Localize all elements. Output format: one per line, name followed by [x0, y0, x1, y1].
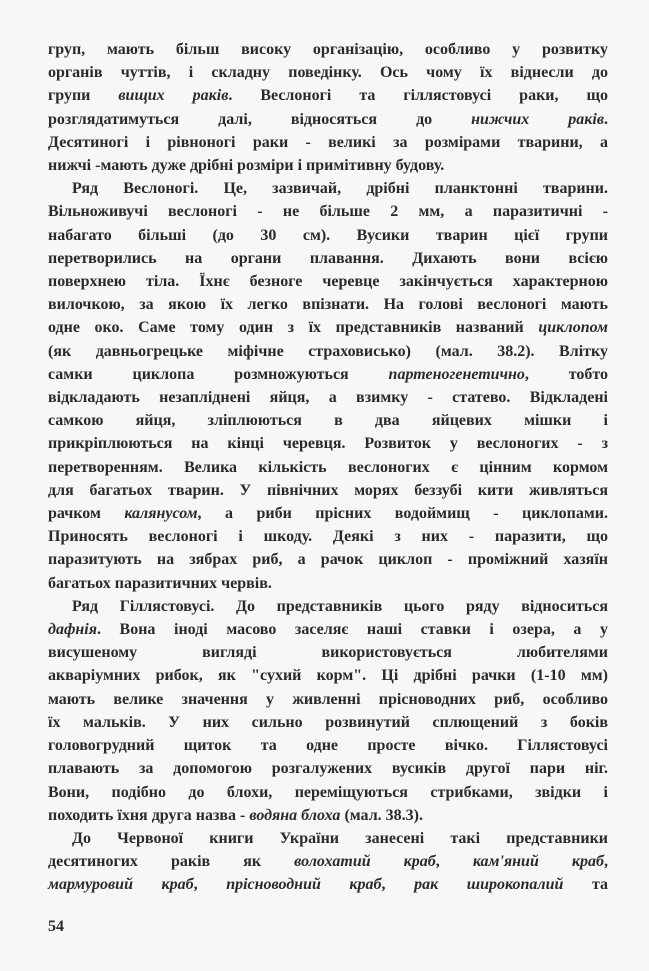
text-line — [48, 409, 608, 432]
text-span: паразитують на зябрах риб, а рачок циклоп - проміжний хазяїн — [48, 551, 608, 569]
text-span: їх мальків. У них сильно розвинутий сплющений з боків — [48, 713, 608, 731]
italic-term: прісноводний краб — [226, 876, 382, 894]
text-span: прикріплюються на кінці черевця. Розвиток у веслоногих - з — [48, 435, 608, 453]
text-span: , — [193, 876, 227, 894]
text-span: нижчі -мають дуже дрібні розміри і примітивну будову. — [48, 157, 445, 175]
italic-term: мармуровий краб — [48, 876, 194, 894]
text-span: рачком — [48, 505, 125, 523]
text-line — [48, 572, 608, 595]
italic-term: волохатий краб — [294, 853, 436, 871]
italic-term: нижчих раків — [471, 110, 604, 128]
page-body-text — [48, 38, 608, 897]
text-line — [48, 131, 608, 154]
text-span: , — [381, 876, 415, 894]
text-line — [48, 363, 608, 386]
text-span: відкладають незапліднені яйця, а взимку - статево. Відкладені — [48, 389, 608, 407]
text-span: одне око. Саме тому один з їх представників названий — [48, 319, 539, 337]
text-line — [48, 293, 608, 316]
text-span: багатьох паразитичних червів. — [48, 574, 272, 592]
text-line — [48, 247, 608, 270]
text-line — [48, 664, 608, 687]
text-line — [48, 641, 608, 664]
text-span: поверхнею тіла. Їхнє безноге черевце закінчується характерною — [48, 273, 608, 291]
text-span: груп, мають більш високу організацію, особливо у розвитку — [48, 41, 608, 58]
text-span: , — [604, 853, 608, 871]
text-line — [48, 177, 608, 200]
text-span: самки циклопа розмножуються — [48, 365, 389, 383]
text-line — [48, 595, 608, 618]
text-line — [48, 781, 608, 804]
text-line — [48, 224, 608, 247]
text-line — [48, 757, 608, 780]
italic-term: вищих раків — [118, 87, 229, 105]
italic-term: дафнія — [48, 621, 97, 639]
text-span: Вони, подібно до блохи, переміщуються стрибками, звідки і — [48, 783, 608, 801]
text-span: , а риби прісних водоймищ - циклопами. — [197, 505, 608, 523]
italic-term: кам'яний краб — [472, 853, 604, 871]
text-span: для багатьох тварин. У північних морях беззубі кити живляться — [48, 481, 608, 499]
text-line — [48, 804, 608, 827]
text-line — [48, 502, 608, 525]
text-line — [48, 525, 608, 548]
text-line — [48, 827, 608, 850]
text-line — [48, 688, 608, 711]
text-line — [48, 340, 608, 363]
text-line — [48, 386, 608, 409]
text-span: Десятиногі і рівноногі раки - великі за розмірами тварини, а — [48, 133, 608, 151]
text-span: Приносять веслоногі і шкоду. Деякі з них - паразити, що — [48, 528, 608, 546]
paragraph — [48, 827, 608, 897]
text-span: висушеному вигляді використовується любителями — [48, 644, 608, 662]
text-line — [48, 711, 608, 734]
italic-term: партеногенетично — [388, 365, 525, 383]
text-line — [48, 316, 608, 339]
text-span: Вільноживучі веслоногі - не більше 2 мм, а паразитичні - — [48, 203, 608, 221]
text-span: плавають за допомогою розгалужених вусиків другої пари ніг. — [48, 760, 608, 778]
text-span: та — [563, 876, 609, 894]
text-line — [48, 38, 608, 61]
italic-term: циклопом — [538, 319, 608, 337]
text-span: акваріумних рибок, як "сухий корм". Ці дрібні рачки (1-10 мм) — [48, 667, 608, 685]
paragraph — [48, 595, 608, 827]
text-span: органів чуттів, і складну поведінку. Ось чому їх віднесли до — [48, 64, 608, 82]
text-line — [48, 108, 608, 131]
text-span: Це, зазвичай, дрібні планктонні тварини. — [198, 180, 608, 198]
text-line — [48, 456, 608, 479]
text-span: самкою яйця, злiплюються в два яйцевих мішки і — [48, 412, 608, 430]
text-span: , — [435, 853, 473, 871]
text-line — [48, 850, 608, 873]
text-span: перетворились на органи плавання. Дихають вони всією — [48, 249, 608, 267]
text-line — [48, 432, 608, 455]
text-span: десятиногих раків як — [48, 853, 295, 871]
text-span: (мал. 38.3). — [340, 806, 423, 824]
text-span: групи — [48, 87, 119, 105]
text-line — [48, 200, 608, 223]
text-line — [48, 548, 608, 571]
text-line — [48, 154, 608, 177]
italic-term: водяна блоха — [249, 806, 341, 824]
text-line — [48, 84, 608, 107]
text-span: походить їхня друга назва - — [48, 806, 250, 824]
text-span: розглядатимуться далі, відносяться до — [48, 110, 472, 128]
text-span: . Веслоногі та гіллястовусі раки, що — [228, 87, 608, 105]
text-span: (як давньогрецьке міфічне страховисько) (мал. 38.2). Влітку — [48, 342, 608, 360]
text-line — [48, 61, 608, 84]
section-heading: Ряд Гіллястовусі. — [72, 597, 215, 615]
paragraph — [48, 38, 608, 177]
text-span: набагато більші (до 30 см). Вусики тварин цієї групи — [48, 226, 608, 244]
section-heading: Ряд Веслоногі. — [72, 180, 199, 198]
paragraph — [48, 177, 608, 595]
text-span: мають велике значення у живленні прісноводних риб, особливо — [48, 690, 608, 708]
page-number: 54 — [48, 918, 64, 935]
italic-term: калянусом — [124, 505, 198, 523]
text-line — [48, 479, 608, 502]
text-span: головогрудний щиток та одне просте вічко. Гіллястовусі — [48, 737, 608, 755]
text-span: До Червоної книги України занесені такі представники — [72, 829, 608, 847]
text-span: вилочкою, за якою їх легко впізнати. На голові веслоногі мають — [48, 296, 608, 314]
text-span: . — [604, 110, 608, 128]
text-span: . Вона іноді масово заселяє наші ставки і озера, а у — [96, 621, 608, 639]
italic-term: рак широкопалий — [414, 876, 564, 894]
text-span: До представників цього ряду відноситься — [214, 597, 609, 615]
text-span: перетворенням. Велика кількість веслоногих є цінним кормом — [48, 458, 608, 476]
text-line — [48, 270, 608, 293]
text-line — [48, 618, 608, 641]
text-line — [48, 873, 608, 896]
text-line — [48, 734, 608, 757]
text-span: , тобто — [524, 365, 609, 383]
